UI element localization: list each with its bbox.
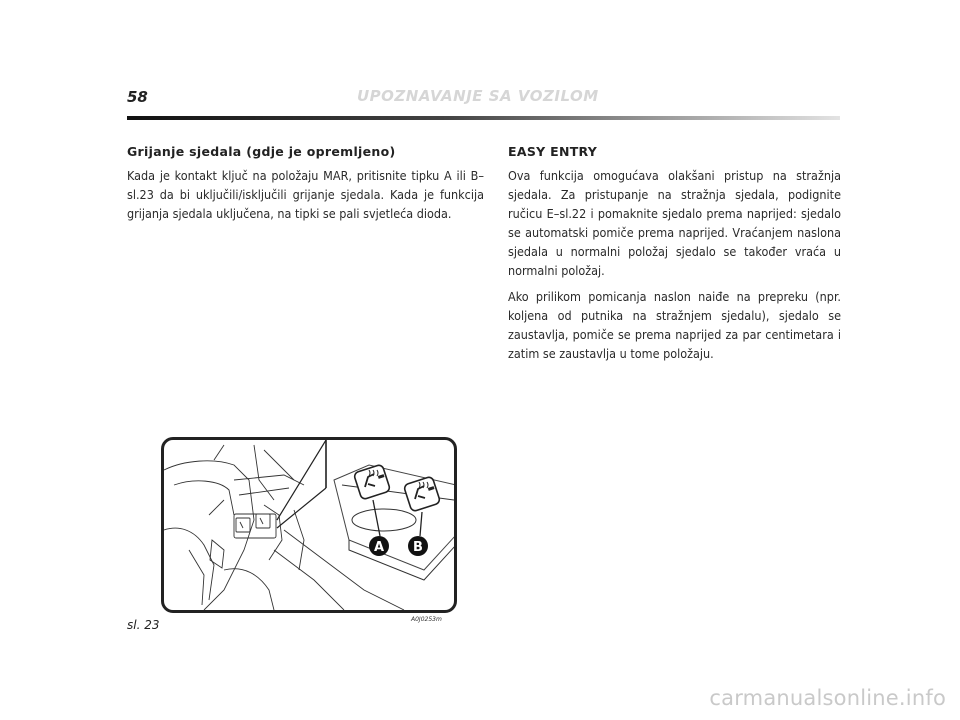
seat-heating-heading: Grijanje sjedala (gdje je opremljeno) <box>127 144 396 159</box>
easy-entry-text <box>508 166 841 370</box>
figure-caption: sl. 23 <box>127 618 160 632</box>
center-console-illustration <box>164 440 454 610</box>
chapter-title: UPOZNAVANJE SA VOZILOM <box>357 87 599 105</box>
easy-entry-paragraph-2: Ako prilikom pomicanja naslon naiđe na prepreku (npr. koljena od putnika na stražnjem sjedalu), sjedalo se zaustavlja, pomiče se prema naprijed za par centimetara i zatim se zaustavlja u tome položaju. <box>508 289 841 361</box>
heated-seat-button-b <box>403 476 440 512</box>
easy-entry-paragraph-1: Ova funkcija omogućava olakšani pristup na stražnja sjedala. Za pristupanje na stražnja sjedala, podignite ručicu E–sl.22 i pomaknite sjedalo prema naprijed: sjedalo se automatski pomiče prema naprijed. Vraćanjem naslona sjedala u normalni položaj sjedalo se također vraća u normalni položaj. <box>508 168 841 278</box>
callout-b-label: B <box>413 540 423 555</box>
seat-heating-text <box>127 166 484 230</box>
seat-heating-paragraph: Kada je kontakt ključ na položaju MAR, pritisnite tipku A ili B–sl.23 da bi uključili/isključili grijanje sjedala. Kada je funkcija grijanja sjedala uključena, na tipki se pali svjetleća dioda. <box>127 168 484 221</box>
easy-entry-heading: EASY ENTRY <box>508 144 598 159</box>
figure-seat-heating <box>161 437 457 613</box>
header-rule <box>127 116 840 120</box>
watermark: carmanualsonline.info <box>709 686 946 710</box>
figure-code: A0J0253m <box>411 616 442 623</box>
page-number: 58 <box>127 88 148 106</box>
callout-a-label: A <box>373 540 385 555</box>
